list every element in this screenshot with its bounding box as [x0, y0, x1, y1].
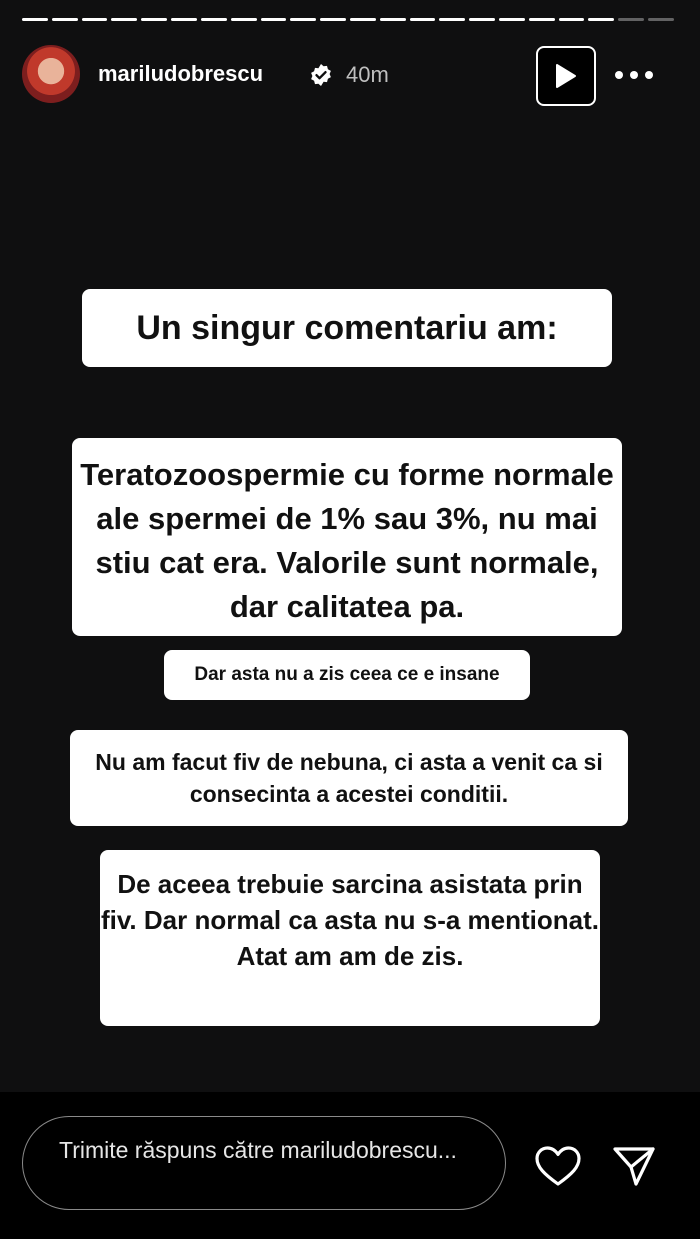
username[interactable]: mariludobrescu: [98, 61, 264, 86]
story-text-box: Dar asta nu a zis ceea ce e insane: [164, 650, 530, 700]
send-icon[interactable]: [612, 1145, 656, 1187]
story-text-box: Nu am facut fiv de nebuna, ci asta a venit ca si consecinta a acestei conditii.: [70, 730, 628, 826]
play-button[interactable]: [536, 46, 596, 106]
story-text-box: Teratozoospermie cu forme normale ale spermei de 1% sau 3%, nu mai stiu cat era. Valorile sunt normale, dar calitatea pa.: [72, 438, 622, 636]
time-ago: 40m: [346, 62, 389, 87]
more-options-button[interactable]: [612, 55, 656, 95]
reply-input[interactable]: Trimite răspuns către mariludobrescu...: [22, 1116, 506, 1210]
more-horizontal-icon: [614, 70, 654, 80]
verified-badge-icon: [309, 63, 333, 87]
heart-icon[interactable]: [534, 1145, 582, 1187]
story-header: [22, 45, 674, 109]
story-text-box: De aceea trebuie sarcina asistata prin fiv. Dar normal ca asta nu s-a mentionat. Atat am am de zis.: [100, 850, 600, 1026]
avatar[interactable]: [22, 45, 80, 103]
story-text-box: Un singur comentariu am:: [82, 289, 612, 367]
play-icon: [553, 62, 579, 90]
story-progress-bar: [22, 18, 674, 22]
